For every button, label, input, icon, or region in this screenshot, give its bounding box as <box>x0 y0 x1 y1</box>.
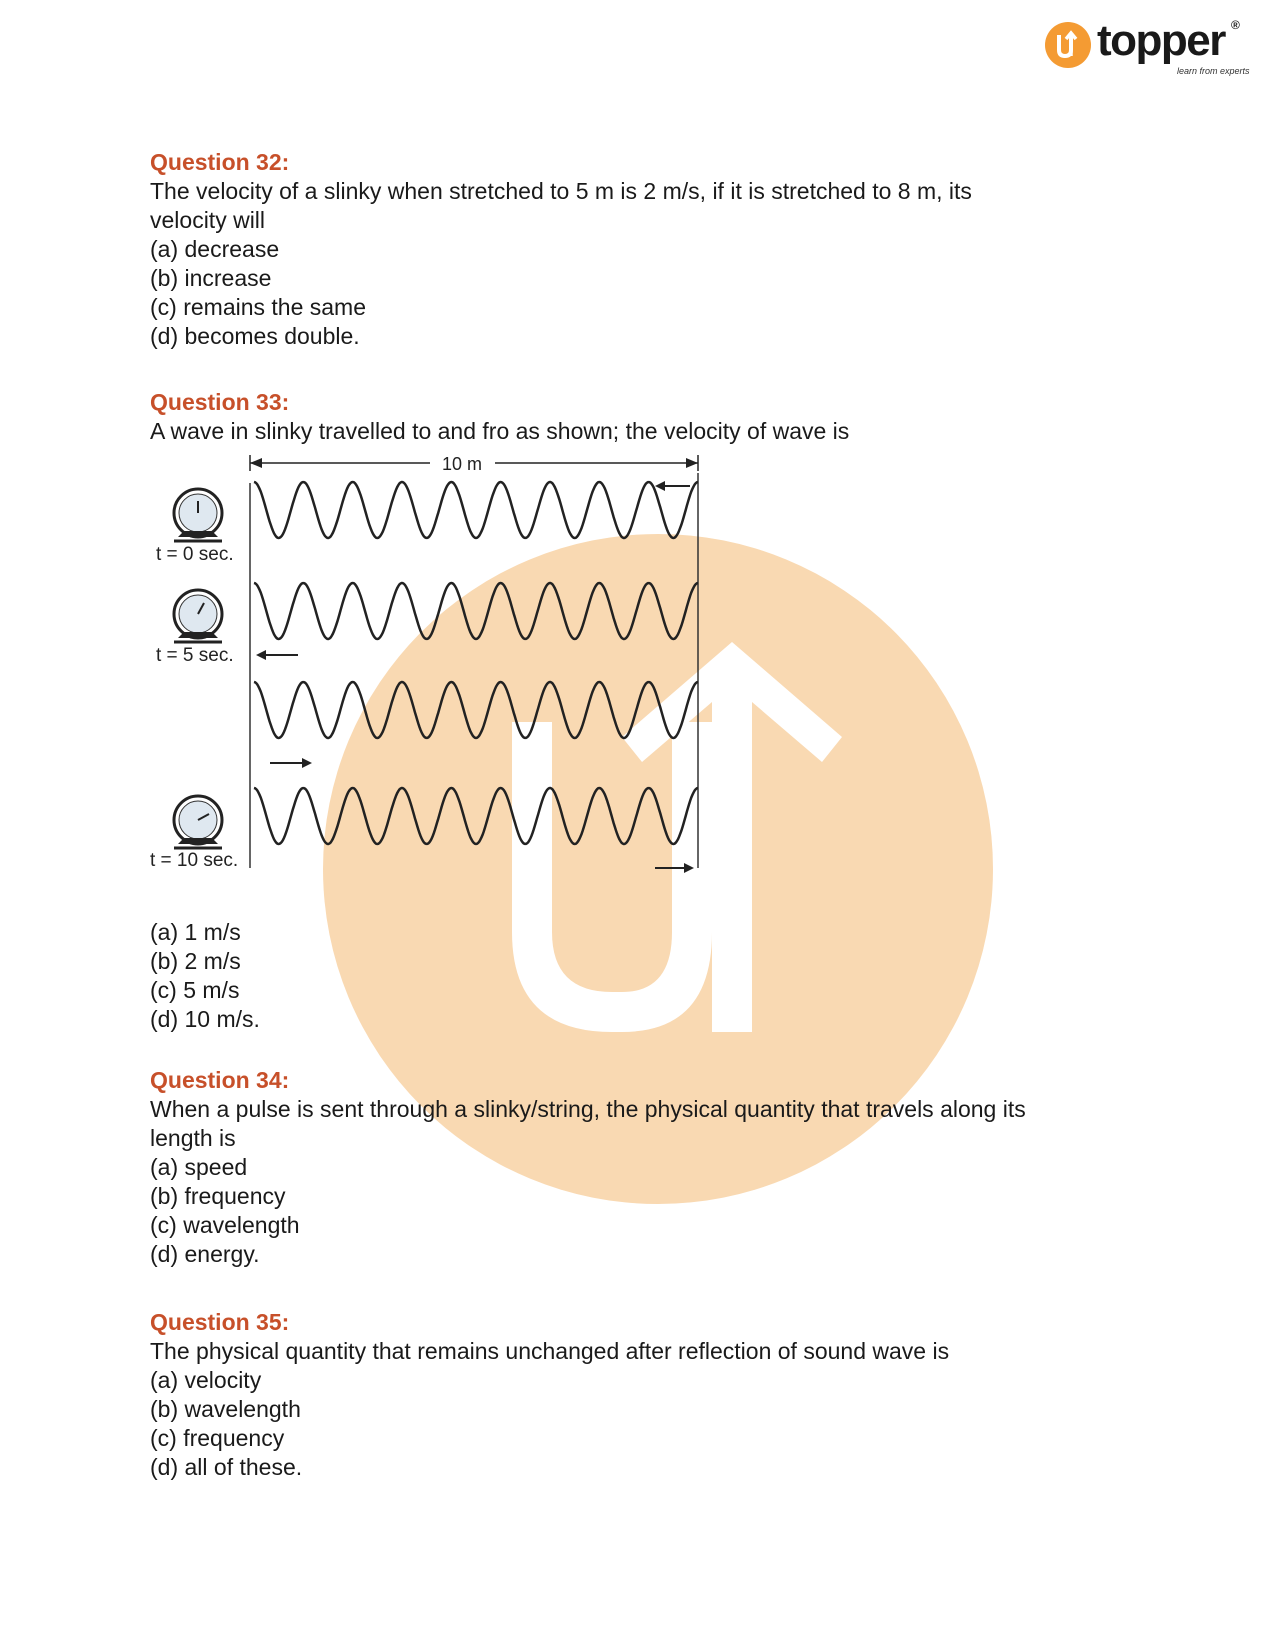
option-b: (b) wavelength <box>150 1396 301 1422</box>
brand-logo <box>1045 16 1250 78</box>
option-d: (d) becomes double. <box>150 323 360 349</box>
registered-mark: ® <box>1231 18 1240 32</box>
question-35 <box>150 1308 1150 1482</box>
question-title: Question 32: <box>150 149 290 175</box>
time-label: t = 0 sec. <box>156 544 234 565</box>
distance-arrow <box>250 454 698 474</box>
logo-text: topper <box>1097 16 1225 65</box>
option-c: (c) remains the same <box>150 294 367 320</box>
option-a: (a) decrease <box>150 236 280 262</box>
slinky-wave-diagram <box>150 448 710 888</box>
option-d: (d) 10 m/s. <box>150 1006 260 1032</box>
question-text-line: The velocity of a slinky when stretched to 5 m is 2 m/s, if it is stretched to 8 m, its <box>150 178 972 204</box>
question-32 <box>150 148 1150 351</box>
question-text-line: The physical quantity that remains unchanged after reflection of sound wave is <box>150 1338 950 1364</box>
arrow-left-icon <box>256 650 298 660</box>
wave-t10 <box>254 788 698 844</box>
arrow-right-icon <box>270 758 312 768</box>
option-d: (d) all of these. <box>150 1454 303 1480</box>
question-33 <box>150 388 1150 446</box>
option-b: (b) 2 m/s <box>150 948 241 974</box>
stopwatch-icon <box>174 489 222 541</box>
option-a: (a) 1 m/s <box>150 919 241 945</box>
option-c: (c) wavelength <box>150 1212 300 1238</box>
question-text-line: A wave in slinky travelled to and fro as shown; the velocity of wave is <box>150 418 850 444</box>
arrow-right-icon <box>655 863 694 873</box>
wave-t0 <box>254 482 698 538</box>
option-b: (b) increase <box>150 265 272 291</box>
option-a: (a) velocity <box>150 1367 262 1393</box>
option-c: (c) 5 m/s <box>150 977 240 1003</box>
logo-tagline: learn from experts <box>1177 66 1250 76</box>
distance-label: 10 m <box>441 454 483 474</box>
option-d: (d) energy. <box>150 1241 260 1267</box>
time-label: t = 10 sec. <box>150 850 239 871</box>
wave-t5 <box>254 583 698 639</box>
question-title: Question 33: <box>150 389 290 415</box>
question-title: Question 34: <box>150 1067 290 1093</box>
logo-u-icon <box>1045 22 1091 68</box>
time-label: t = 5 sec. <box>156 645 234 666</box>
question-33-options <box>150 918 1150 1034</box>
option-c: (c) frequency <box>150 1425 285 1451</box>
stopwatch-icon <box>174 796 222 848</box>
question-text-line: When a pulse is sent through a slinky/string, the physical quantity that travels along its <box>150 1096 1026 1122</box>
question-text-line: velocity will <box>150 207 266 233</box>
option-a: (a) speed <box>150 1154 248 1180</box>
arrow-left-icon <box>655 481 690 491</box>
option-b: (b) frequency <box>150 1183 286 1209</box>
question-text-line: length is <box>150 1125 236 1151</box>
stopwatch-icon <box>174 590 222 642</box>
question-34 <box>150 1066 1150 1269</box>
wave-t7 <box>254 682 698 738</box>
question-title: Question 35: <box>150 1309 290 1335</box>
